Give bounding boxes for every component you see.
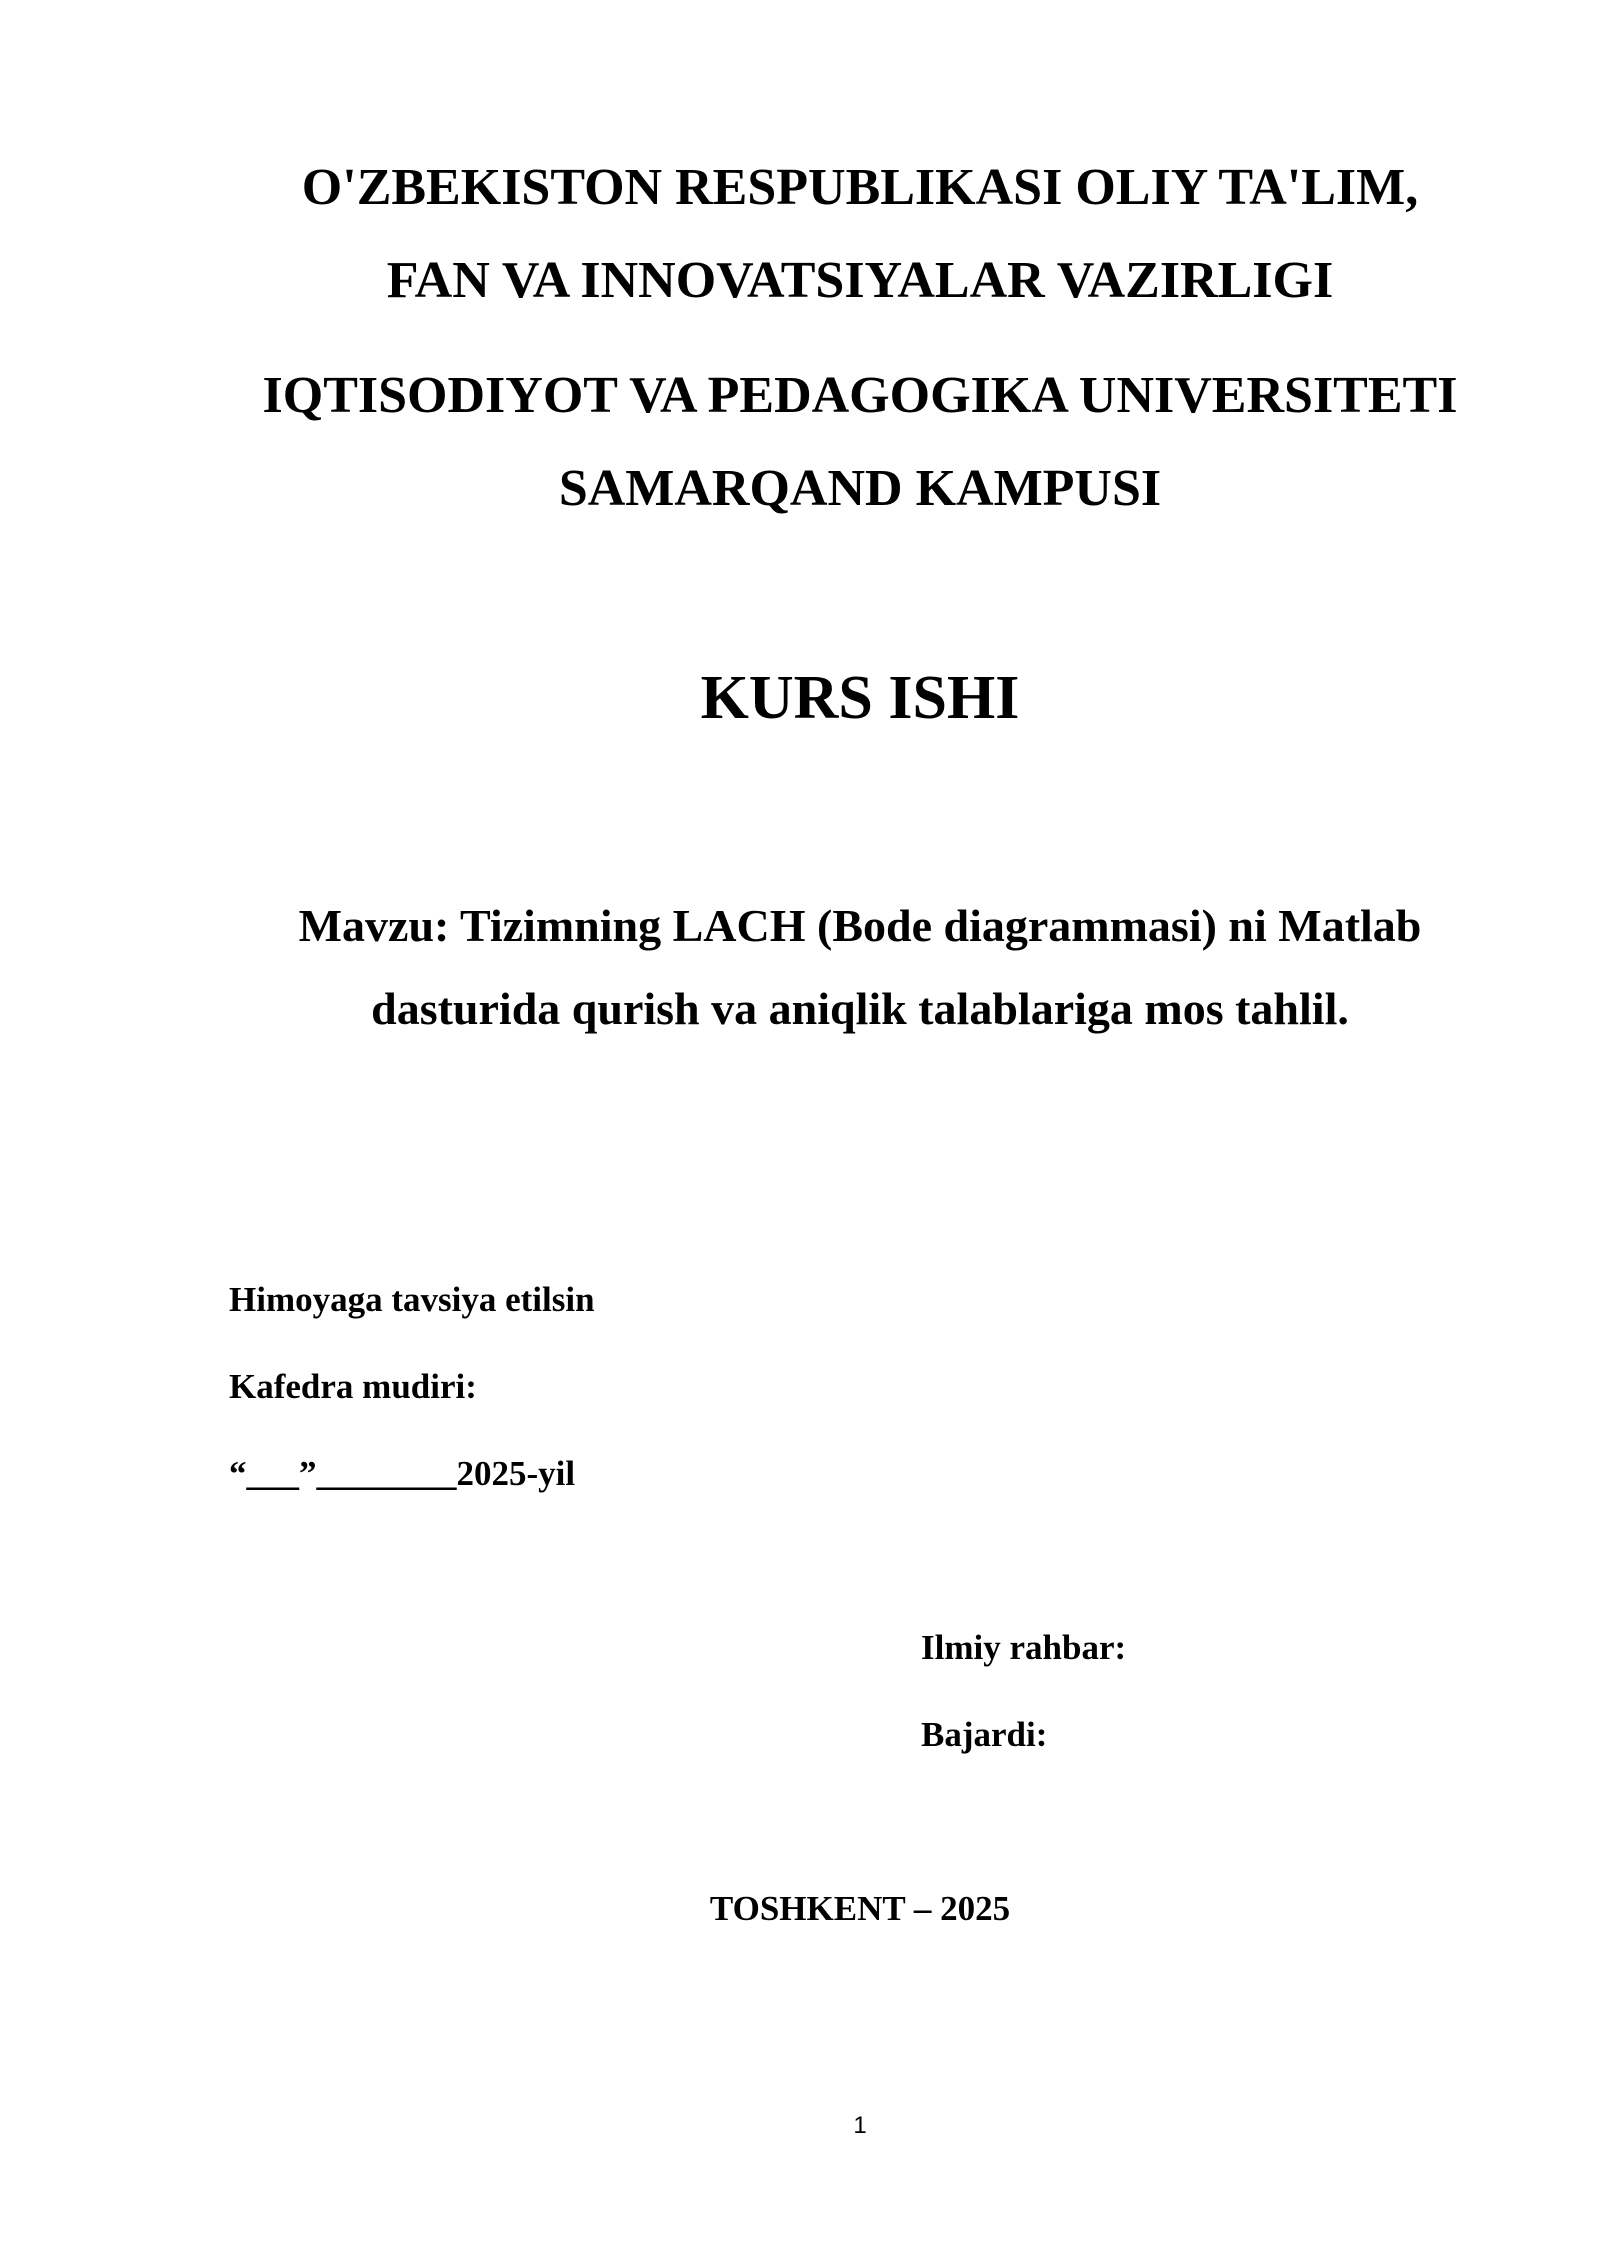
recommend-for-defense: Himoyaga tavsiya etilsin — [229, 1280, 595, 1319]
ministry-line-1: O'ZBEKISTON RESPUBLIKASI OLIY TA'LIM, — [301, 159, 1419, 216]
head-of-department-label: Kafedra mudiri: — [229, 1367, 477, 1406]
supervisor-label: Ilmiy rahbar: — [921, 1628, 1127, 1667]
page-number: 1 — [853, 2112, 867, 2139]
ministry-line-2: FAN VA INNOVATSIYALAR VAZIRLIGI — [386, 252, 1334, 309]
performer-label: Bajardi: — [921, 1715, 1048, 1754]
document-type-title: KURS ISHI — [700, 664, 1020, 732]
university-line-1: IQTISODIYOT VA PEDAGOGIKA UNIVERSITETI — [262, 367, 1458, 424]
university-line-2: SAMARQAND KAMPUSI — [558, 460, 1162, 517]
approval-date-line: “___”________2025-yil — [229, 1454, 576, 1493]
topic-line-1: Mavzu: Tizimning LACH (Bode diagrammasi) ni Matlab — [298, 900, 1422, 951]
topic-line-2: dasturida qurish va aniqlik talablariga mos tahlil. — [371, 983, 1349, 1034]
city-year: TOSHKENT – 2025 — [709, 1889, 1011, 1928]
